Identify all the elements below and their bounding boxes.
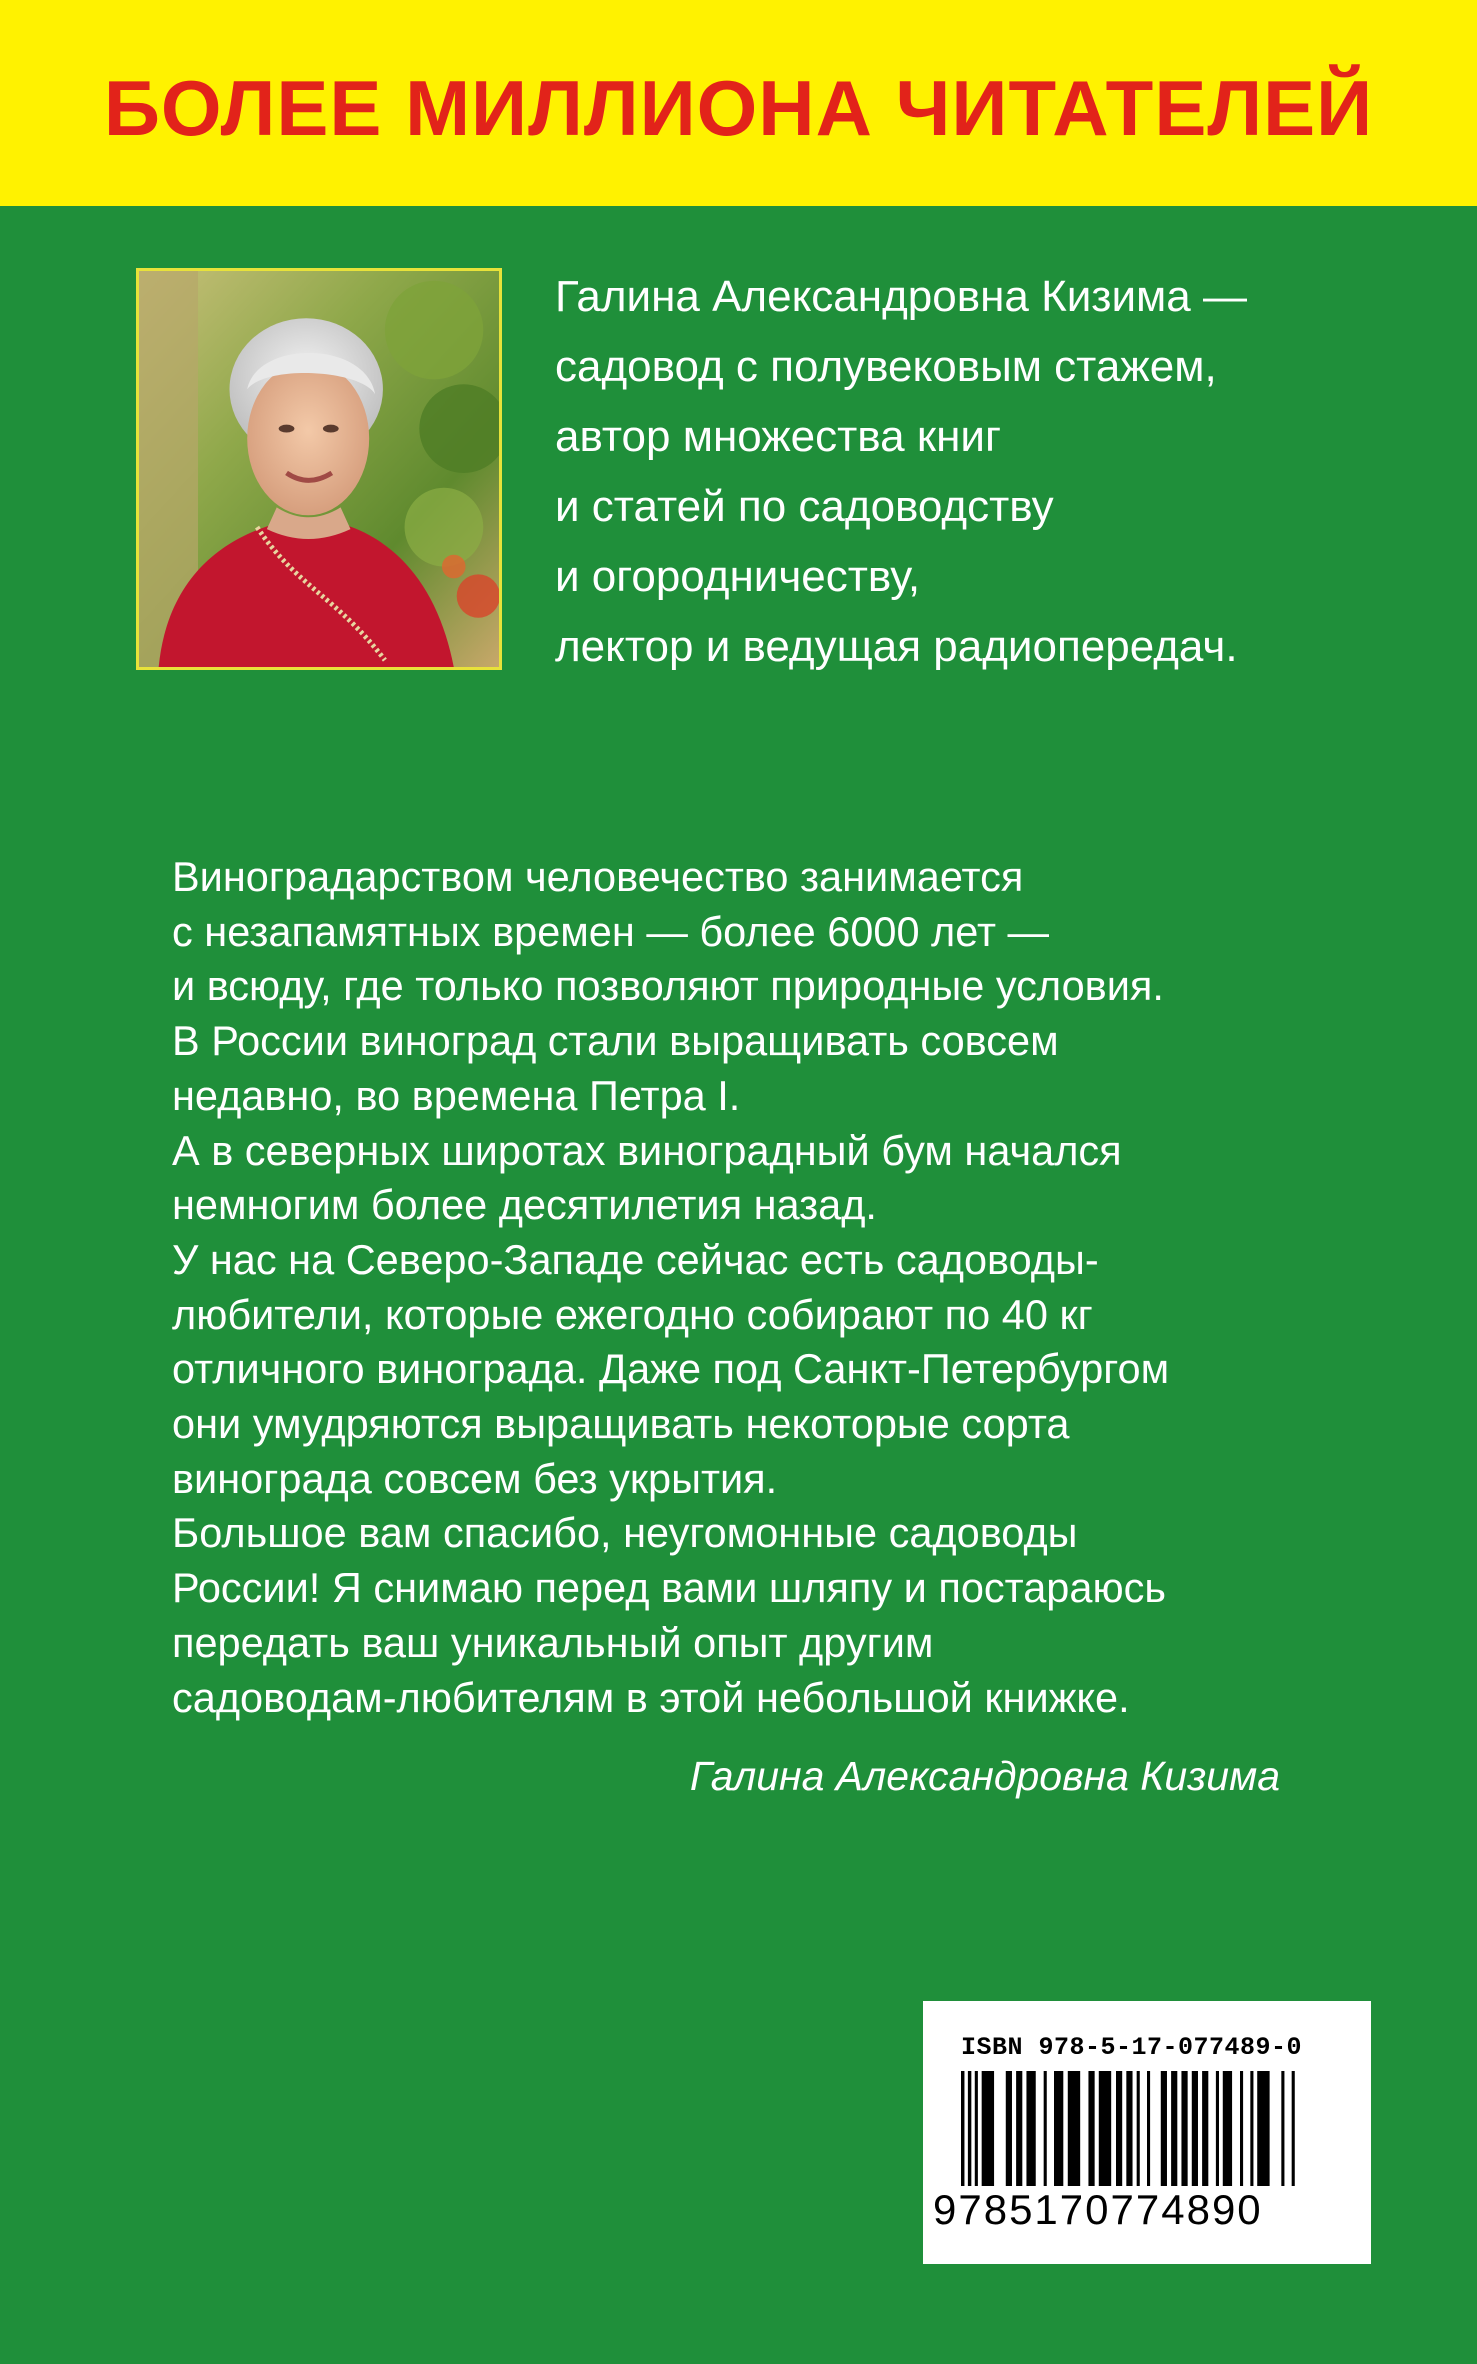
bio-line: и огородничеству, <box>555 552 921 601</box>
body-line: немногим более десятилетия назад. <box>172 1181 877 1229</box>
bio-line: Галина Александровна Кизима — <box>555 272 1247 321</box>
top-banner <box>0 0 1477 206</box>
body-line: России! Я снимаю перед вами шляпу и постараюсь <box>172 1564 1166 1612</box>
author-bio <box>555 262 1435 682</box>
body-line: винограда совсем без укрытия. <box>172 1454 778 1502</box>
bio-line: лектор и ведущая радиопередач. <box>555 622 1238 671</box>
body-line: А в северных широтах виноградный бум начался <box>172 1126 1122 1174</box>
body-line: недавно, во времена Петра I. <box>172 1071 741 1119</box>
body-line: и всюду, где только позволяют природные условия. <box>172 962 1164 1010</box>
bio-line: и статей по садоводству <box>555 482 1054 531</box>
barcode-digits: 9785170774890 <box>933 2186 1353 2234</box>
isbn-barcode-box <box>923 2001 1371 2264</box>
author-portrait-image <box>139 271 499 667</box>
bio-line: автор множества книг <box>555 412 1002 461</box>
body-line: они умудряются выращивать некоторые сорта <box>172 1400 1070 1448</box>
body-line: с незапамятных времен — более 6000 лет — <box>172 907 1050 955</box>
body-line: любители, которые ежегодно собирают по 40 кг <box>172 1290 1093 1338</box>
body-line: отличного винограда. Даже под Санкт-Петербургом <box>172 1345 1170 1393</box>
author-photo <box>136 268 502 670</box>
body-line: садоводам-любителям в этой небольшой книжке. <box>172 1673 1130 1721</box>
body-line: Виноградарством человечество занимается <box>172 853 1024 900</box>
annotation-text <box>172 850 1322 1725</box>
body-line: Большое вам спасибо, неугомонные садоводы <box>172 1509 1078 1557</box>
body-line: У нас на Северо-Западе сейчас есть садоводы- <box>172 1235 1099 1283</box>
bio-line: садовод с полувековым стажем, <box>555 342 1217 391</box>
author-signature: Галина Александровна Кизима <box>689 1753 1280 1799</box>
isbn-label: ISBN 978-5-17-077489-0 <box>961 2033 1303 2062</box>
body-line: В России виноград стали выращивать совсем <box>172 1017 1059 1065</box>
body-line: передать ваш уникальный опыт другим <box>172 1618 934 1666</box>
banner-title: БОЛЕЕ МИЛЛИОНА ЧИТАТЕЛЕЙ <box>103 63 1374 152</box>
